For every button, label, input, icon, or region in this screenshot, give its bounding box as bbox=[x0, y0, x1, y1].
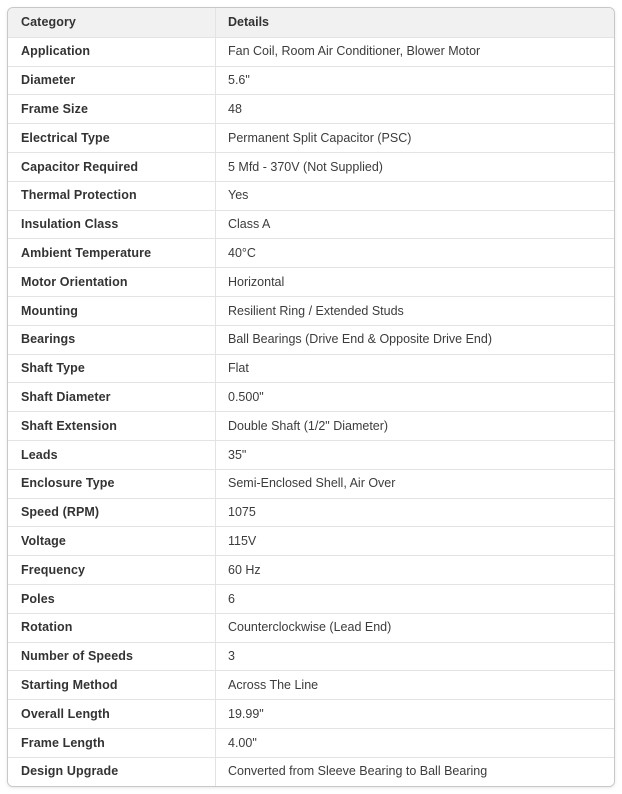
details-cell: 1075 bbox=[228, 505, 256, 520]
table-row bbox=[8, 296, 614, 325]
table-row bbox=[8, 613, 614, 642]
category-cell: Voltage bbox=[8, 527, 216, 555]
table-row bbox=[8, 382, 614, 411]
details-cell: 3 bbox=[228, 649, 235, 664]
category-cell: Ambient Temperature bbox=[8, 239, 216, 267]
category-cell: Shaft Diameter bbox=[8, 383, 216, 411]
table-row bbox=[8, 354, 614, 383]
details-cell: Flat bbox=[228, 361, 249, 376]
details-cell: 115V bbox=[228, 533, 257, 548]
category-cell: Number of Speeds bbox=[8, 643, 216, 671]
table-row bbox=[8, 757, 614, 786]
category-cell: Diameter bbox=[8, 67, 216, 95]
category-cell: Electrical Type bbox=[8, 124, 216, 152]
details-cell: 5 Mfd - 370V (Not Supplied) bbox=[228, 159, 383, 174]
table-row bbox=[8, 267, 614, 296]
category-cell: Application bbox=[8, 38, 216, 66]
category-cell: Frequency bbox=[8, 556, 216, 584]
category-cell: Mounting bbox=[8, 297, 216, 325]
details-cell: Fan Coil, Room Air Conditioner, Blower Motor bbox=[228, 44, 481, 59]
details-cell: Class A bbox=[228, 217, 271, 232]
details-cell: 40°C bbox=[228, 246, 256, 261]
details-cell: Converted from Sleeve Bearing to Ball Bearing bbox=[228, 764, 488, 779]
details-cell: 4.00" bbox=[228, 735, 257, 750]
table-row bbox=[8, 238, 614, 267]
table-row bbox=[8, 526, 614, 555]
category-cell: Frame Length bbox=[8, 729, 216, 757]
category-cell: Speed (RPM) bbox=[8, 499, 216, 527]
details-cell: Permanent Split Capacitor (PSC) bbox=[228, 130, 412, 145]
details-cell: Horizontal bbox=[228, 274, 285, 289]
table-row bbox=[8, 210, 614, 239]
details-cell: Counterclockwise (Lead End) bbox=[228, 620, 392, 635]
specification-table bbox=[7, 7, 615, 787]
category-cell: Motor Orientation bbox=[8, 268, 216, 296]
details-cell: Double Shaft (1/2" Diameter) bbox=[228, 418, 389, 433]
details-cell: Across The Line bbox=[228, 677, 319, 692]
table-row bbox=[8, 94, 614, 123]
table-row bbox=[8, 66, 614, 95]
category-cell: Capacitor Required bbox=[8, 153, 216, 181]
details-cell: Yes bbox=[228, 188, 249, 203]
table-row bbox=[8, 699, 614, 728]
category-cell: Enclosure Type bbox=[8, 470, 216, 498]
category-cell: Thermal Protection bbox=[8, 182, 216, 210]
details-cell: 48 bbox=[228, 102, 242, 117]
category-cell: Poles bbox=[8, 585, 216, 613]
category-cell: Starting Method bbox=[8, 671, 216, 699]
table-row bbox=[8, 181, 614, 210]
table-row bbox=[8, 152, 614, 181]
table-row bbox=[8, 37, 614, 66]
details-cell: Resilient Ring / Extended Studs bbox=[228, 303, 404, 318]
category-cell: Bearings bbox=[8, 326, 216, 354]
category-cell: Design Upgrade bbox=[8, 758, 216, 786]
table-row bbox=[8, 440, 614, 469]
table-row bbox=[8, 325, 614, 354]
table-row bbox=[8, 555, 614, 584]
category-cell: Leads bbox=[8, 441, 216, 469]
category-cell: Frame Size bbox=[8, 95, 216, 123]
details-cell: 35" bbox=[228, 447, 247, 462]
details-cell: 5.6" bbox=[228, 73, 250, 88]
table-row bbox=[8, 469, 614, 498]
table-header-row bbox=[8, 8, 614, 37]
details-cell: 6 bbox=[228, 591, 235, 606]
table-row bbox=[8, 498, 614, 527]
table-row bbox=[8, 411, 614, 440]
details-cell: 0.500" bbox=[228, 390, 264, 404]
table-row bbox=[8, 584, 614, 613]
details-cell: 60 Hz bbox=[228, 562, 261, 577]
column-header-category: Category bbox=[8, 8, 216, 37]
category-cell: Overall Length bbox=[8, 700, 216, 728]
category-cell: Rotation bbox=[8, 614, 216, 642]
category-cell: Shaft Extension bbox=[8, 412, 216, 440]
details-cell: Semi-Enclosed Shell, Air Over bbox=[228, 476, 396, 491]
column-header-details: Details bbox=[228, 15, 269, 30]
table-row bbox=[8, 670, 614, 699]
table-row bbox=[8, 728, 614, 757]
table-row bbox=[8, 123, 614, 152]
category-cell: Shaft Type bbox=[8, 355, 216, 383]
category-cell: Insulation Class bbox=[8, 211, 216, 239]
table-row bbox=[8, 642, 614, 671]
details-cell: 19.99" bbox=[228, 706, 264, 721]
details-cell: Ball Bearings (Drive End & Opposite Drive End) bbox=[228, 332, 493, 347]
